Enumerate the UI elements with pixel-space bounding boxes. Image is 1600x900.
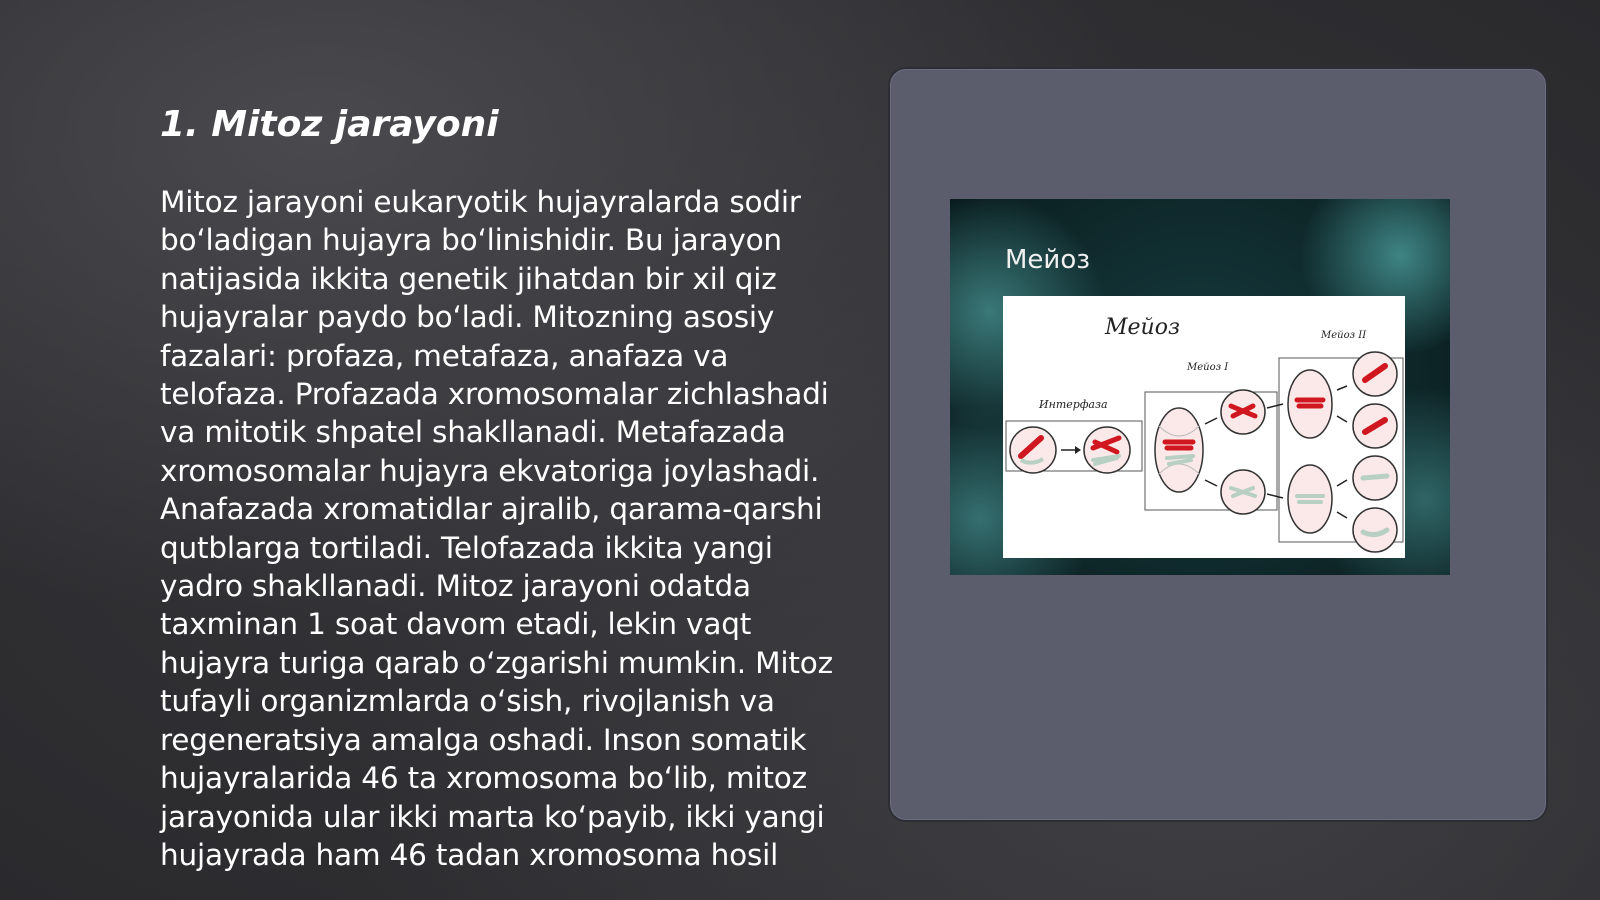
cell-interphase-1 (1010, 427, 1056, 473)
gamete-4 (1353, 508, 1397, 552)
arrow-head-icon (1075, 446, 1081, 454)
arrow-icon (1205, 418, 1217, 424)
cell-meiosis2-2 (1288, 465, 1332, 533)
slide-body-text: Mitoz jarayoni eukaryotik hujayralarda sodir bo‘ladigan hujayra bo‘linishidir. Bu jarayon natijasida ikkita genetik jihatdan bir xil qiz hujayralar paydo bo‘ladi. Mitozning asosiy fazalari: profaza, metafaza, anafaza va telofaza. Profazada xromosomalar zichlashadi va mitotik shpatel shakllanadi. Metafazada xromosomalar hujayra ekvatoriga joylashadi. Anafazada xromatidlar ajralib, qarama-qarshi qutblarga tortiladi. Telofazada ikkita yangi yadro shakllanadi. Mitoz jarayoni odatda taxminan 1 soat davom etadi, lekin vaqt hujayra turiga qarab o‘zgarishi mumkin. Mitoz tufayli organizmlarda o‘sish, rivojlanish va regeneratsiya amalga oshadi. Inson somatik hujayralarida 46 ta xromosoma bo‘lib, mitoz jarayonida ular ikki marta ko‘payib, ikki yangi hujayrada ham 46 tadan xromosoma hosil (160, 185, 833, 872)
image-caption: Мейоз (1005, 245, 1091, 275)
diagram-label-meiosis1: Мейоз I (1187, 362, 1229, 373)
slide-title: 1. Mitoz jarayoni (160, 104, 499, 145)
arrow-icon (1337, 386, 1347, 518)
meiosis-diagram (1003, 296, 1405, 558)
diagram-label-interphase: Интерфаза (1039, 398, 1108, 411)
meiosis-diagram-svg (1003, 296, 1405, 558)
arrow-icon (1267, 404, 1283, 498)
diagram-label-meiosis2: Мейоз II (1321, 330, 1367, 341)
chromosome-pale-icon (1363, 476, 1387, 478)
diagram-heading: Мейоз (1105, 315, 1180, 340)
meiosis-image (950, 199, 1450, 575)
arrow-icon (1205, 480, 1217, 486)
